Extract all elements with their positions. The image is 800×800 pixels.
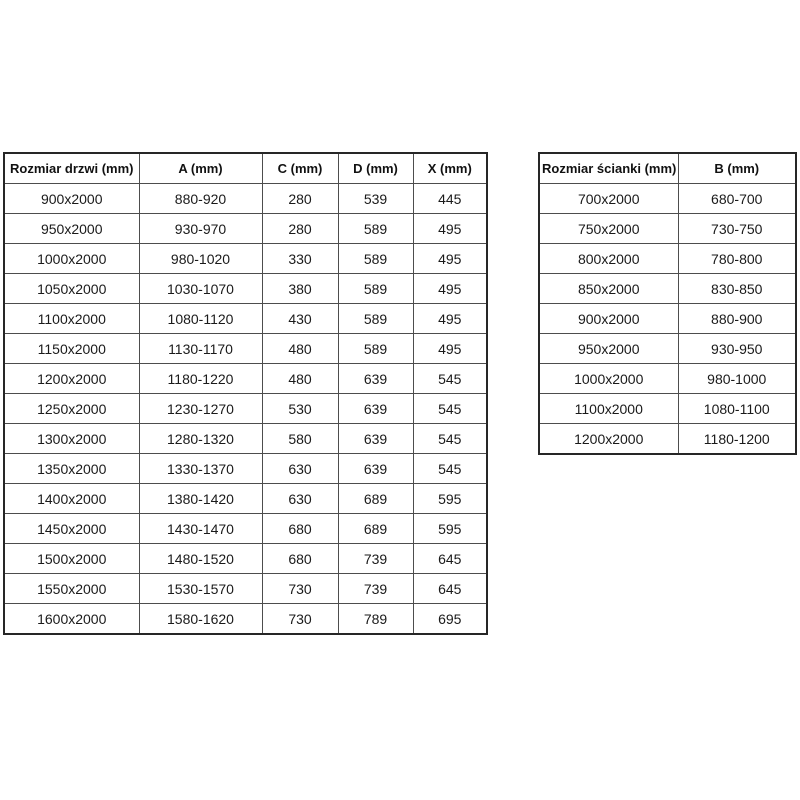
table-cell: 700x2000 xyxy=(539,184,678,214)
table-row xyxy=(539,304,796,334)
table-cell: 1600x2000 xyxy=(4,604,139,635)
table-row xyxy=(539,214,796,244)
table-cell: 1450x2000 xyxy=(4,514,139,544)
table-row xyxy=(4,604,487,635)
column-header: X (mm) xyxy=(413,153,487,184)
table-row xyxy=(4,394,487,424)
table-cell: 530 xyxy=(262,394,338,424)
table-cell: 1480-1520 xyxy=(139,544,262,574)
table-cell: 1500x2000 xyxy=(4,544,139,574)
table-cell: 630 xyxy=(262,454,338,484)
table-cell: 545 xyxy=(413,364,487,394)
table-cell: 950x2000 xyxy=(539,334,678,364)
table-cell: 630 xyxy=(262,484,338,514)
table-cell: 539 xyxy=(338,184,413,214)
table-cell: 730 xyxy=(262,574,338,604)
table-cell: 730 xyxy=(262,604,338,635)
table-cell: 1080-1100 xyxy=(678,394,796,424)
table-cell: 1330-1370 xyxy=(139,454,262,484)
table-cell: 789 xyxy=(338,604,413,635)
table-cell: 1580-1620 xyxy=(139,604,262,635)
table-row xyxy=(539,244,796,274)
table-row xyxy=(539,424,796,455)
table-cell: 680 xyxy=(262,544,338,574)
table-row xyxy=(539,334,796,364)
table-cell: 589 xyxy=(338,304,413,334)
table-cell: 880-920 xyxy=(139,184,262,214)
table-cell: 589 xyxy=(338,244,413,274)
table-cell: 495 xyxy=(413,274,487,304)
table-cell: 1000x2000 xyxy=(4,244,139,274)
table-row xyxy=(4,544,487,574)
table-row xyxy=(4,244,487,274)
table-cell: 645 xyxy=(413,574,487,604)
table-cell: 730-750 xyxy=(678,214,796,244)
table-cell: 1100x2000 xyxy=(539,394,678,424)
table-cell: 900x2000 xyxy=(539,304,678,334)
column-header: B (mm) xyxy=(678,153,796,184)
table-cell: 545 xyxy=(413,394,487,424)
table-cell: 595 xyxy=(413,514,487,544)
wall-size-table xyxy=(538,152,797,455)
table-cell: 1350x2000 xyxy=(4,454,139,484)
table-cell: 930-970 xyxy=(139,214,262,244)
table-row xyxy=(4,364,487,394)
column-header: Rozmiar drzwi (mm) xyxy=(4,153,139,184)
table-cell: 495 xyxy=(413,244,487,274)
table-cell: 480 xyxy=(262,334,338,364)
table-cell: 750x2000 xyxy=(539,214,678,244)
table-cell: 580 xyxy=(262,424,338,454)
table-cell: 1430-1470 xyxy=(139,514,262,544)
table-cell: 330 xyxy=(262,244,338,274)
table-cell: 639 xyxy=(338,394,413,424)
table-cell: 495 xyxy=(413,214,487,244)
table-row xyxy=(539,184,796,214)
table-cell: 1000x2000 xyxy=(539,364,678,394)
table-cell: 980-1020 xyxy=(139,244,262,274)
table-cell: 589 xyxy=(338,274,413,304)
table-cell: 1080-1120 xyxy=(139,304,262,334)
table-cell: 1280-1320 xyxy=(139,424,262,454)
table-cell: 545 xyxy=(413,454,487,484)
table-cell: 689 xyxy=(338,514,413,544)
table-cell: 1200x2000 xyxy=(539,424,678,455)
table-row xyxy=(539,274,796,304)
table-cell: 800x2000 xyxy=(539,244,678,274)
header-row xyxy=(4,153,487,184)
table-cell: 739 xyxy=(338,574,413,604)
table-cell: 950x2000 xyxy=(4,214,139,244)
table-cell: 1180-1220 xyxy=(139,364,262,394)
table-cell: 900x2000 xyxy=(4,184,139,214)
column-header: C (mm) xyxy=(262,153,338,184)
table-cell: 930-950 xyxy=(678,334,796,364)
table-cell: 480 xyxy=(262,364,338,394)
table-cell: 380 xyxy=(262,274,338,304)
table-cell: 280 xyxy=(262,214,338,244)
header-row xyxy=(539,153,796,184)
table-cell: 1050x2000 xyxy=(4,274,139,304)
table-cell: 1100x2000 xyxy=(4,304,139,334)
table-cell: 639 xyxy=(338,424,413,454)
table-cell: 1550x2000 xyxy=(4,574,139,604)
table-row xyxy=(4,424,487,454)
table-cell: 739 xyxy=(338,544,413,574)
table-row xyxy=(4,484,487,514)
table-cell: 639 xyxy=(338,454,413,484)
table-cell: 689 xyxy=(338,484,413,514)
table-cell: 1250x2000 xyxy=(4,394,139,424)
table-cell: 1200x2000 xyxy=(4,364,139,394)
table-cell: 880-900 xyxy=(678,304,796,334)
table-cell: 1380-1420 xyxy=(139,484,262,514)
table-cell: 1530-1570 xyxy=(139,574,262,604)
table-cell: 830-850 xyxy=(678,274,796,304)
table-cell: 589 xyxy=(338,334,413,364)
table-cell: 280 xyxy=(262,184,338,214)
door-size-table xyxy=(3,152,488,635)
table-row xyxy=(4,274,487,304)
column-header: D (mm) xyxy=(338,153,413,184)
table-cell: 1150x2000 xyxy=(4,334,139,364)
table-cell: 680 xyxy=(262,514,338,544)
table-cell: 430 xyxy=(262,304,338,334)
table-cell: 1230-1270 xyxy=(139,394,262,424)
table-row xyxy=(4,334,487,364)
table-row xyxy=(539,364,796,394)
table-cell: 980-1000 xyxy=(678,364,796,394)
table-cell: 1030-1070 xyxy=(139,274,262,304)
table-row xyxy=(539,394,796,424)
table-cell: 695 xyxy=(413,604,487,635)
column-header: Rozmiar ścianki (mm) xyxy=(539,153,678,184)
table-cell: 780-800 xyxy=(678,244,796,274)
table-row xyxy=(4,574,487,604)
table-cell: 1180-1200 xyxy=(678,424,796,455)
table-cell: 645 xyxy=(413,544,487,574)
table-row xyxy=(4,514,487,544)
table-cell: 680-700 xyxy=(678,184,796,214)
table-row xyxy=(4,184,487,214)
table-cell: 445 xyxy=(413,184,487,214)
table-cell: 595 xyxy=(413,484,487,514)
table-row xyxy=(4,214,487,244)
table-cell: 1130-1170 xyxy=(139,334,262,364)
table-cell: 589 xyxy=(338,214,413,244)
table-cell: 639 xyxy=(338,364,413,394)
column-header: A (mm) xyxy=(139,153,262,184)
table-cell: 495 xyxy=(413,304,487,334)
table-cell: 495 xyxy=(413,334,487,364)
table-cell: 1400x2000 xyxy=(4,484,139,514)
table-row xyxy=(4,454,487,484)
table-cell: 545 xyxy=(413,424,487,454)
table-cell: 850x2000 xyxy=(539,274,678,304)
table-row xyxy=(4,304,487,334)
table-cell: 1300x2000 xyxy=(4,424,139,454)
